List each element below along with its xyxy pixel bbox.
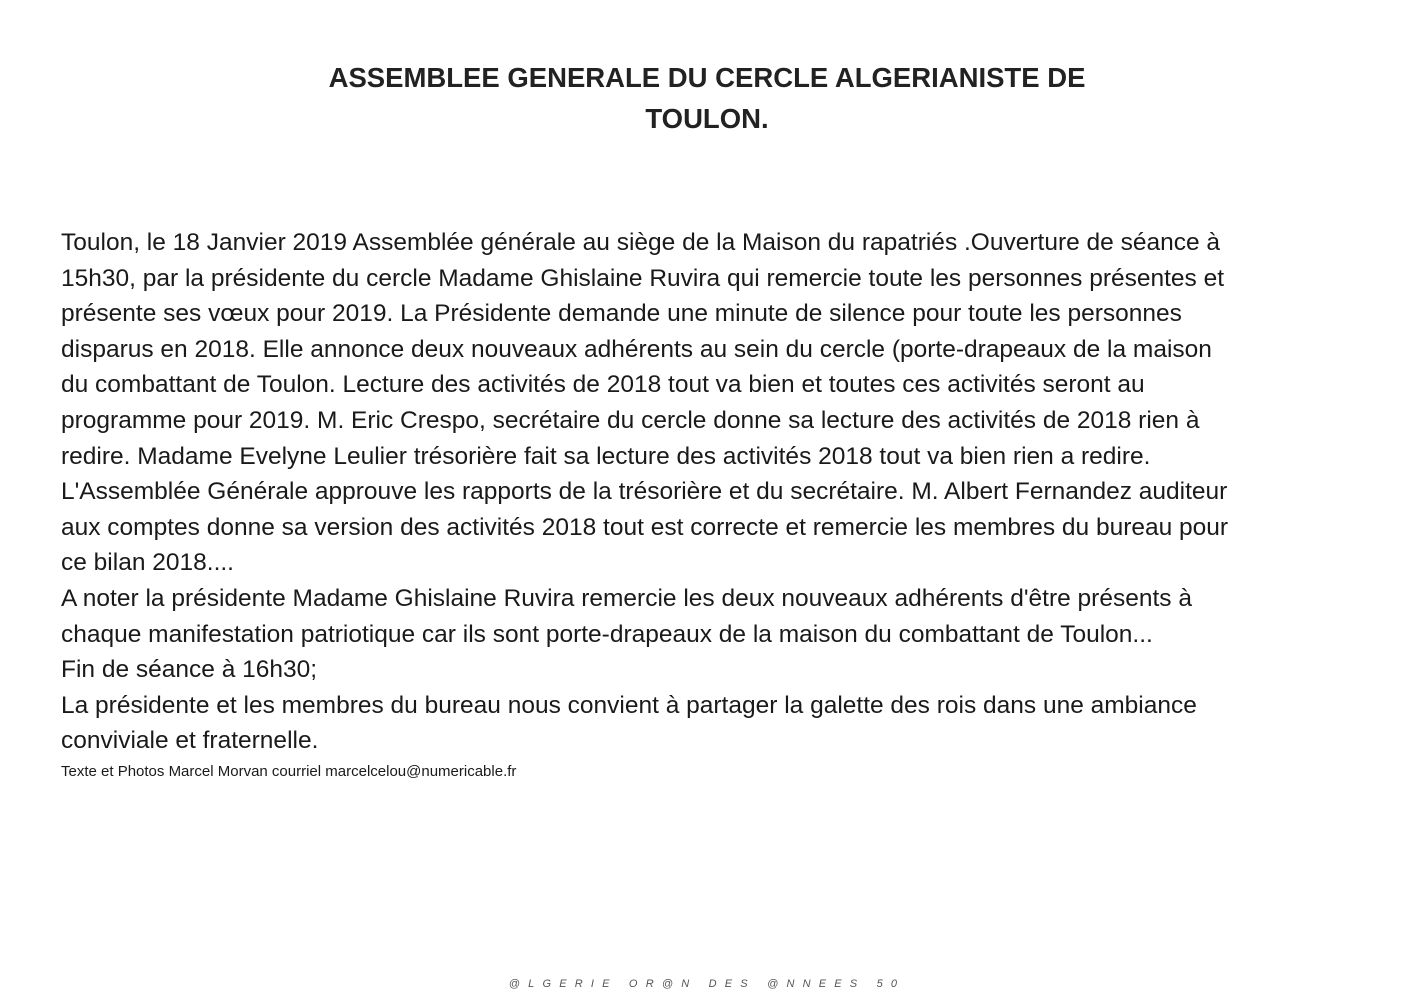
author-credit: Texte et Photos Marcel Morvan courriel marcelcelou@numericable.fr bbox=[61, 763, 517, 780]
body-line: Fin de séance à 16h30; bbox=[61, 656, 318, 684]
body-line: présente ses vœux pour 2019. La Présidente demande une minute de silence pour toute les personnes bbox=[61, 300, 1182, 328]
article-body bbox=[61, 225, 1361, 759]
body-line: redire. Madame Evelyne Leulier trésorière fait sa lecture des activités 2018 tout va bien rien a redire. bbox=[61, 442, 1151, 470]
body-line: chaque manifestation patriotique car ils sont porte-drapeaux de la maison du combattant de Toulon... bbox=[61, 620, 1153, 648]
body-line: disparus en 2018. Elle annonce deux nouveaux adhérents au sein du cercle (porte-drapeaux de la maison bbox=[61, 335, 1212, 363]
body-line: aux comptes donne sa version des activités 2018 tout est correcte et remercie les membres du bureau pour bbox=[61, 513, 1229, 541]
page-title bbox=[0, 57, 1414, 139]
body-line: L'Assemblée Générale approuve les rapports de la trésorière et du secrétaire. M. Albert Fernandez auditeur bbox=[61, 478, 1228, 506]
body-line: A noter la présidente Madame Ghislaine Ruvira remercie les deux nouveaux adhérents d'être présents à bbox=[61, 584, 1192, 612]
body-line: programme pour 2019. M. Eric Crespo, secrétaire du cercle donne sa lecture des activités de 2018 rien à bbox=[61, 406, 1200, 434]
page-title-line-1: ASSEMBLEE GENERALE DU CERCLE ALGERIANISTE DE bbox=[328, 62, 1086, 93]
body-line: du combattant de Toulon. Lecture des activités de 2018 tout va bien et toutes ces activités seront au bbox=[61, 371, 1145, 399]
body-line: conviviale et fraternelle. bbox=[61, 727, 319, 755]
body-line: Toulon, le 18 Janvier 2019 Assemblée générale au siège de la Maison du rapatriés .Ouverture de séance à bbox=[61, 229, 1221, 256]
body-line: ce bilan 2018.... bbox=[61, 549, 234, 577]
page-title-line-2: TOULON. bbox=[645, 103, 769, 134]
body-line: La présidente et les membres du bureau nous convient à partager la galette des rois dans une ambiance bbox=[61, 691, 1197, 719]
body-line: 15h30, par la présidente du cercle Madame Ghislaine Ruvira qui remercie toute les personnes présentes et bbox=[61, 264, 1225, 292]
page-footer: @LGERIE OR@N DES @NNEES 50 bbox=[508, 978, 906, 990]
